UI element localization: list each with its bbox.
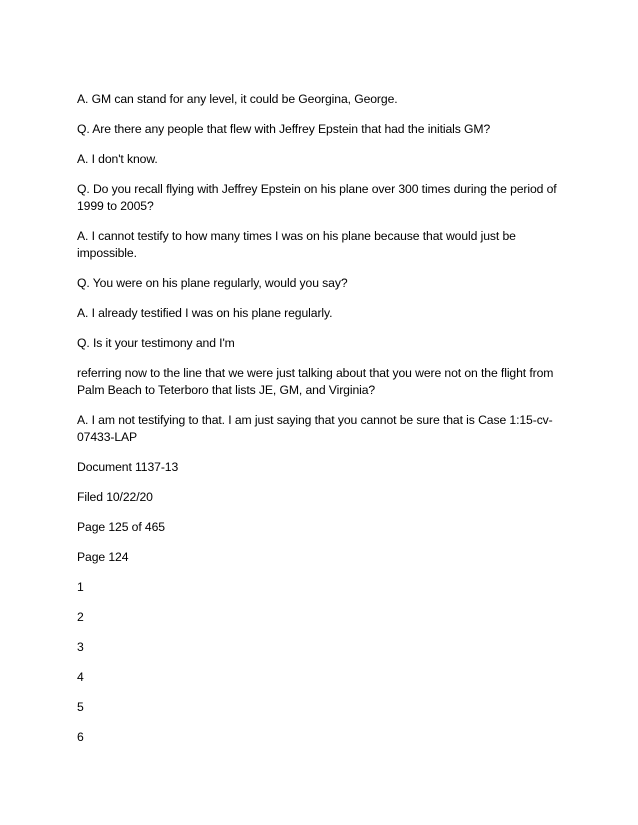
paragraph-question-regularly: Q. You were on his plane regularly, would you say? <box>77 276 348 290</box>
paragraph-answer-regularly: A. I already testified I was on his plane regularly. <box>77 306 333 320</box>
line-number: 4 <box>77 670 84 684</box>
line-number: 2 <box>77 610 84 624</box>
transcript-page-number: Page 124 <box>77 550 129 564</box>
line-number: 1 <box>77 580 84 594</box>
filed-date: Filed 10/22/20 <box>77 490 153 504</box>
page-of-total: Page 125 of 465 <box>77 520 165 534</box>
paragraph-answer-case-number: A. I am not testifying to that. I am just saying that you cannot be sure that is Case 1:15-cv-07433-LAP <box>77 413 553 444</box>
line-number: 3 <box>77 640 84 654</box>
paragraph-question-testimony: Q. Is it your testimony and I'm <box>77 336 235 350</box>
document-body <box>77 91 567 759</box>
line-number: 6 <box>77 730 84 744</box>
paragraph-answer-gm-initials: A. GM can stand for any level, it could be Georgina, George. <box>77 92 398 106</box>
paragraph-answer-dont-know: A. I don't know. <box>77 152 158 166</box>
paragraph-question-flights-count: Q. Do you recall flying with Jeffrey Epstein on his plane over 300 times during the period of 1999 to 2005? <box>77 182 557 213</box>
document-number: Document 1137-13 <box>77 460 179 474</box>
line-number: 5 <box>77 700 84 714</box>
paragraph-question-initials-gm: Q. Are there any people that flew with Jeffrey Epstein that had the initials GM? <box>77 122 491 136</box>
paragraph-answer-cannot-testify: A. I cannot testify to how many times I was on his plane because that would just be impossible. <box>77 229 516 260</box>
paragraph-flight-reference: referring now to the line that we were just talking about that you were not on the flight from Palm Beach to Teterboro that lists JE, GM, and Virginia? <box>77 366 554 397</box>
